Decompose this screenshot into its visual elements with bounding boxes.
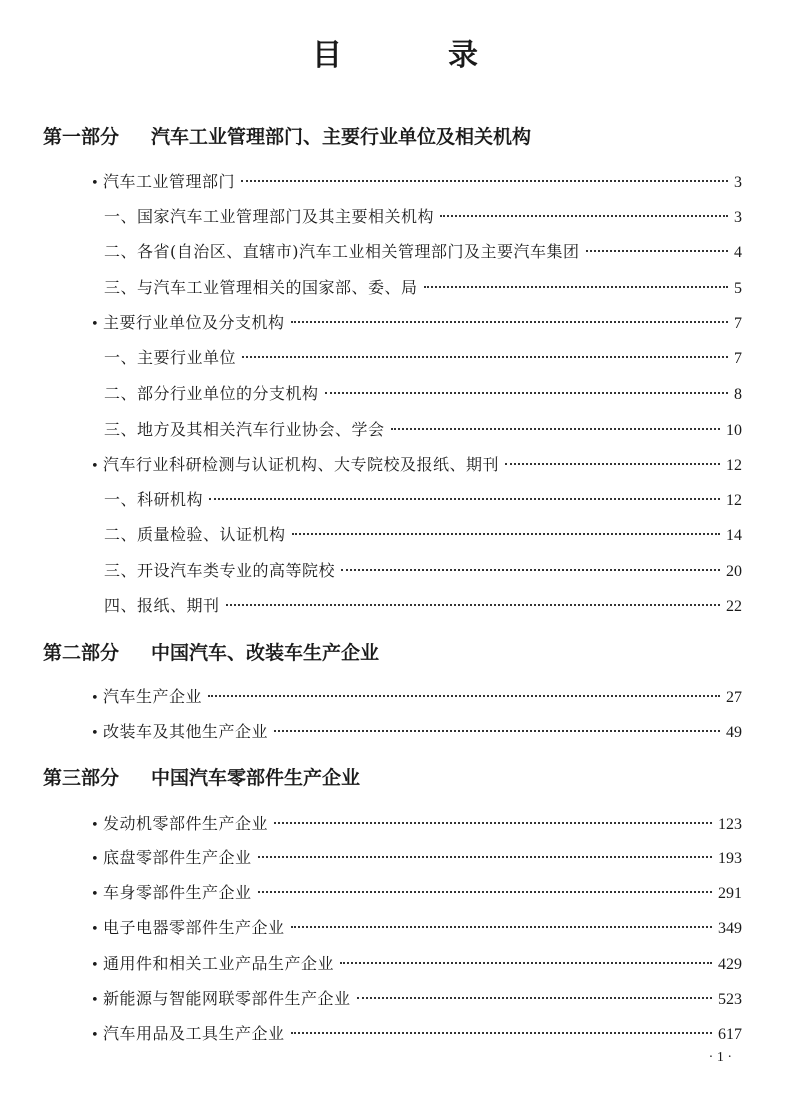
toc-label: 发动机零部件生产企业	[103, 814, 269, 833]
toc-page: 12	[726, 492, 742, 509]
bullet-icon: •	[91, 887, 99, 902]
toc-page: 123	[718, 816, 742, 833]
dot-leader	[208, 691, 720, 697]
bullet-icon: •	[91, 958, 99, 973]
toc-entry[interactable]	[91, 453, 742, 479]
dot-leader	[242, 352, 728, 358]
part-number: 第一部分	[43, 126, 120, 148]
part-number: 第二部分	[43, 642, 120, 664]
dot-leader	[340, 958, 712, 964]
toc-label: 改装车及其他生产企业	[103, 722, 269, 741]
toc-label: 一、国家汽车工业管理部门及其主要相关机构	[104, 207, 435, 226]
part-heading-1	[43, 125, 531, 149]
part-number: 第三部分	[43, 767, 120, 789]
toc-page: 429	[718, 956, 742, 973]
dot-leader	[274, 818, 712, 824]
toc-entry[interactable]	[104, 418, 742, 443]
toc-page: 523	[718, 991, 742, 1008]
toc-entry[interactable]	[91, 987, 742, 1013]
dot-leader	[291, 1028, 712, 1034]
toc-page: 27	[726, 689, 742, 706]
toc-label: 车身零部件生产企业	[103, 883, 252, 902]
toc-label: 三、开设汽车类专业的高等院校	[104, 561, 336, 580]
toc-label: 汽车用品及工具生产企业	[103, 1024, 285, 1043]
toc-entry[interactable]	[104, 240, 742, 265]
toc-entry[interactable]	[91, 311, 742, 337]
toc-page: 10	[726, 422, 742, 439]
toc-label: 三、与汽车工业管理相关的国家部、委、局	[104, 278, 418, 297]
toc-label: 四、报纸、期刊	[104, 596, 220, 615]
toc-label: 二、各省(自治区、直辖市)汽车工业相关管理部门及主要汽车集团	[104, 242, 580, 261]
toc-entry[interactable]	[91, 846, 742, 872]
bullet-icon: •	[91, 922, 99, 937]
dot-leader	[209, 494, 720, 500]
dot-leader	[341, 565, 720, 571]
toc-entry[interactable]	[104, 523, 742, 548]
toc-page: 12	[726, 457, 742, 474]
toc-page: 193	[718, 850, 742, 867]
bullet-icon: •	[91, 852, 99, 867]
toc-entry[interactable]	[91, 952, 742, 978]
toc-label: 汽车生产企业	[103, 687, 203, 706]
toc-page: 14	[726, 527, 742, 544]
toc-entry[interactable]	[104, 205, 742, 230]
bullet-icon: •	[91, 993, 99, 1008]
dot-leader	[292, 529, 720, 535]
toc-page: 349	[718, 920, 742, 937]
toc-entry[interactable]	[91, 1022, 742, 1048]
toc-label: 二、部分行业单位的分支机构	[104, 384, 319, 403]
toc-page: 7	[734, 315, 742, 332]
bullet-icon: •	[91, 459, 99, 474]
bullet-icon: •	[91, 818, 99, 833]
toc-page: 5	[734, 280, 742, 297]
toc-label: 新能源与智能网联零部件生产企业	[103, 989, 351, 1008]
bullet-icon: •	[91, 176, 99, 191]
dot-leader	[440, 211, 728, 217]
toc-page: 3	[734, 174, 742, 191]
toc-page: 7	[734, 350, 742, 367]
toc-entry[interactable]	[91, 812, 742, 838]
toc-label: 二、质量检验、认证机构	[104, 525, 286, 544]
toc-entry[interactable]	[104, 276, 742, 301]
part-title: 汽车工业管理部门、主要行业单位及相关机构	[151, 126, 532, 148]
dot-leader	[226, 600, 720, 606]
part-title: 中国汽车零部件生产企业	[151, 767, 361, 789]
part-heading-2	[43, 641, 379, 665]
toc-entry[interactable]	[104, 488, 742, 513]
dot-leader	[291, 317, 728, 323]
dot-leader	[325, 388, 728, 394]
toc-label: 汽车行业科研检测与认证机构、大专院校及报纸、期刊	[103, 455, 500, 474]
toc-entry[interactable]	[104, 382, 742, 407]
toc-label: 电子电器零部件生产企业	[103, 918, 285, 937]
bullet-icon: •	[91, 1028, 99, 1043]
toc-label: 通用件和相关工业产品生产企业	[103, 954, 335, 973]
toc-label: 主要行业单位及分支机构	[103, 313, 285, 332]
toc-entry[interactable]	[91, 685, 742, 711]
dot-leader	[357, 993, 712, 999]
page-number: · 1 ·	[708, 1050, 732, 1065]
dot-leader	[274, 726, 720, 732]
toc-label: 一、主要行业单位	[104, 348, 237, 367]
toc-entry[interactable]	[91, 720, 742, 746]
toc-entry[interactable]	[104, 594, 742, 619]
bullet-icon: •	[91, 726, 99, 741]
dot-leader	[586, 246, 729, 252]
toc-label: 三、地方及其相关汽车行业协会、学会	[104, 420, 385, 439]
toc-page: 20	[726, 563, 742, 580]
dot-leader	[424, 282, 728, 288]
toc-label: 一、科研机构	[104, 490, 204, 509]
toc-entry[interactable]	[104, 559, 742, 584]
dot-leader	[391, 424, 720, 430]
bullet-icon: •	[91, 317, 99, 332]
toc-page: 4	[734, 244, 742, 261]
toc-entry[interactable]	[91, 881, 742, 907]
toc-entry[interactable]	[91, 916, 742, 942]
toc-page: 8	[734, 386, 742, 403]
bullet-icon: •	[91, 691, 99, 706]
toc-page: 22	[726, 598, 742, 615]
dot-leader	[258, 887, 712, 893]
part-title: 中国汽车、改装车生产企业	[151, 642, 380, 664]
toc-page: 49	[726, 724, 742, 741]
toc-page: 617	[718, 1026, 742, 1043]
toc-page: 3	[734, 209, 742, 226]
page-title: 目 录	[312, 38, 516, 73]
toc-label: 汽车工业管理部门	[103, 172, 236, 191]
toc-entry[interactable]	[91, 170, 742, 196]
dot-leader	[241, 176, 728, 182]
dot-leader	[505, 459, 720, 465]
toc-entry[interactable]	[104, 346, 742, 371]
toc-page: 291	[718, 885, 742, 902]
toc-label: 底盘零部件生产企业	[103, 848, 252, 867]
part-heading-3	[43, 766, 360, 790]
dot-leader	[291, 922, 712, 928]
dot-leader	[258, 852, 712, 858]
